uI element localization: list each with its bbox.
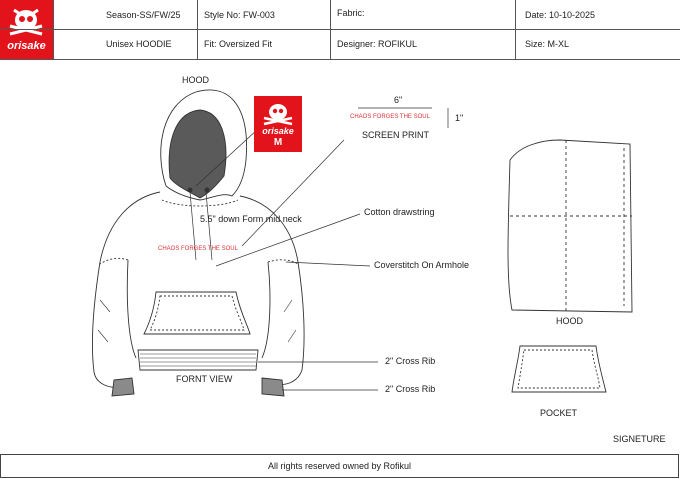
cross-rib-label-2: 2" Cross Rib xyxy=(385,384,436,394)
hem-rib xyxy=(138,350,258,370)
signature-label: SIGNETURE xyxy=(613,434,666,444)
drawstring-label: Cotton drawstring xyxy=(364,207,435,217)
style-no-cell: Style No: FW-003 xyxy=(204,10,275,20)
neck-note-label: 5.5" down Form mid neck xyxy=(200,214,302,224)
cuff-left xyxy=(112,378,134,396)
size-cell: Size: M-XL xyxy=(525,39,570,49)
print-text-sample: CHAOS FORGES THE SOUL xyxy=(350,114,430,120)
hood-label: HOOD xyxy=(182,75,209,85)
season-cell: Season-SS/FW/25 xyxy=(106,10,181,20)
cross-rib-label-1: 2" Cross Rib xyxy=(385,356,436,366)
print-height-label: 1" xyxy=(455,113,464,123)
brand-badge xyxy=(254,96,302,152)
kangaroo-pocket xyxy=(144,292,250,334)
footer-copyright: All rights reserved owned by Rofikul xyxy=(0,454,679,478)
product-cell: Unisex HOODIE xyxy=(106,39,172,49)
badge-brand-text: orisake xyxy=(262,126,294,136)
fit-cell: Fit: Oversized Fit xyxy=(204,39,273,49)
front-view-label: FORNT VIEW xyxy=(176,374,233,384)
print-width-label: 6" xyxy=(394,95,403,105)
date-cell: Date: 10-10-2025 xyxy=(525,10,596,20)
screen-print-label: SCREEN PRINT xyxy=(362,130,430,140)
eyelet-left xyxy=(188,188,193,193)
eyelet-right xyxy=(205,188,210,193)
pocket-flat xyxy=(512,346,606,392)
hood-flat xyxy=(508,140,632,312)
pocket-detail-label: POCKET xyxy=(540,408,578,418)
coverstitch-label: Coverstitch On Armhole xyxy=(374,260,470,270)
skull-badge-icon xyxy=(254,98,302,128)
brand-logo-text: orisake xyxy=(7,40,46,52)
designer-cell: Designer: ROFIKUL xyxy=(337,39,418,49)
fabric-cell: Fabric: xyxy=(337,8,365,18)
cuff-right xyxy=(262,378,284,396)
badge-size-text: M xyxy=(273,137,283,148)
front-print-text: CHAOS FORGES THE SOUL xyxy=(158,246,238,252)
hood-detail-label: HOOD xyxy=(556,316,583,326)
